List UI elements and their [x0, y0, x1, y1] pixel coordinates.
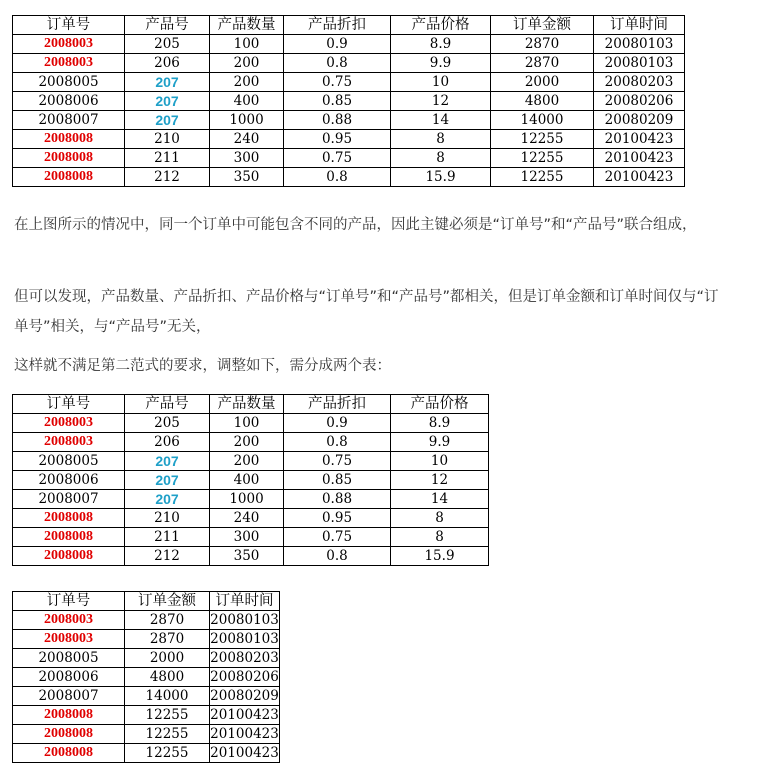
table-cell: 2008003	[13, 630, 125, 649]
paragraph-partial-dependency: 但可以发现，产品数量、产品折扣、产品价格与“订单号”和“产品号”都相关，但是订单金额和订单时间仅与“订单号”相关，与“产品号”无关，	[14, 289, 719, 335]
table-cell: 2008007	[13, 687, 125, 706]
table-cell: 210	[125, 509, 210, 528]
table-cell: 12255	[491, 130, 594, 149]
table-row	[13, 649, 280, 668]
table-cell: 14	[391, 111, 491, 130]
table-cell: 2008003	[13, 54, 125, 73]
table-row	[13, 611, 280, 630]
table-cell: 2008008	[13, 744, 125, 763]
table-cell: 206	[125, 433, 210, 452]
table-cell: 200	[210, 54, 284, 73]
table-cell: 14	[391, 490, 489, 509]
table-row	[13, 509, 489, 528]
table-cell: 2870	[125, 611, 210, 630]
table-cell: 8.9	[391, 35, 491, 54]
table-cell: 14000	[491, 111, 594, 130]
table-cell: 0.75	[284, 149, 391, 168]
table-cell: 20080209	[594, 111, 685, 130]
table-cell: 20080103	[594, 35, 685, 54]
table-cell: 20080103	[210, 631, 279, 647]
table-cell: 14000	[125, 687, 210, 706]
table-cell: 212	[125, 168, 210, 187]
header-row	[13, 16, 685, 35]
table-cell: 2870	[125, 630, 210, 649]
table-cell: 1000	[210, 490, 284, 509]
column-header: 订单时间	[210, 592, 280, 611]
table-cell: 20100423	[210, 707, 279, 723]
header-row	[13, 592, 280, 611]
table-cell: 10	[391, 452, 489, 471]
table-cell: 2008008	[13, 725, 125, 744]
table-cell: 350	[210, 168, 284, 187]
table-row	[13, 725, 280, 744]
column-header: 产品价格	[391, 395, 489, 414]
table-cell: 12255	[125, 744, 210, 763]
table-cell: 2008008	[13, 509, 125, 528]
table-row	[13, 547, 489, 566]
table-cell: 2008008	[13, 528, 125, 547]
table-cell: 207	[125, 73, 210, 92]
table-cell: 212	[125, 547, 210, 566]
table-cell: 8	[391, 149, 491, 168]
table-cell: 8	[391, 130, 491, 149]
table-cell: 20080206	[594, 92, 685, 111]
table-cell: 0.8	[284, 168, 391, 187]
table-cell: 4800	[125, 668, 210, 687]
table-row	[13, 414, 489, 433]
table-cell: 4800	[491, 92, 594, 111]
table-cell: 0.95	[284, 509, 391, 528]
table-cell: 2870	[491, 54, 594, 73]
table-row	[13, 471, 489, 490]
table-cell: 20100423	[210, 726, 279, 742]
table-cell: 2008003	[13, 35, 125, 54]
table-cell: 200	[210, 452, 284, 471]
table-cell: 2008003	[13, 611, 125, 630]
table-cell: 211	[125, 528, 210, 547]
table-cell: 2008006	[13, 471, 125, 490]
column-header: 订单时间	[594, 16, 685, 35]
column-header: 产品数量	[210, 16, 284, 35]
table-cell: 0.75	[284, 528, 391, 547]
table-cell: 2008005	[13, 73, 125, 92]
table-cell: 15.9	[391, 168, 491, 187]
table-cell: 0.8	[284, 54, 391, 73]
table-cell: 207	[125, 471, 210, 490]
table-cell: 2008008	[13, 130, 125, 149]
table-cell: 0.85	[284, 92, 391, 111]
table-cell: 10	[391, 73, 491, 92]
table-cell: 20100423	[594, 130, 685, 149]
column-header: 产品折扣	[284, 395, 391, 414]
table-cell: 400	[210, 471, 284, 490]
table-row	[13, 630, 280, 649]
table-row	[13, 111, 685, 130]
table-row	[13, 168, 685, 187]
table-cell: 2000	[125, 649, 210, 668]
table-cell: 2000	[491, 73, 594, 92]
table-row	[13, 490, 489, 509]
table-row	[13, 73, 685, 92]
table-cell: 2008006	[13, 668, 125, 687]
paragraph-composite-key: 在上图所示的情况中，同一个订单中可能包含不同的产品，因此主键必须是“订单号”和“产品号”联合组成，	[14, 217, 697, 233]
table-cell: 0.9	[284, 414, 391, 433]
table-row	[13, 687, 280, 706]
table-cell: 9.9	[391, 433, 489, 452]
table-cell: 240	[210, 130, 284, 149]
table-cell: 207	[125, 452, 210, 471]
column-header: 产品数量	[210, 395, 284, 414]
table-cell: 20080209	[210, 688, 279, 704]
table-cell: 2008005	[13, 649, 125, 668]
table-row	[13, 149, 685, 168]
table-row	[13, 54, 685, 73]
table-cell: 350	[210, 547, 284, 566]
table-cell: 20100423	[594, 149, 685, 168]
table-cell: 200	[210, 433, 284, 452]
table-cell: 207	[125, 490, 210, 509]
table-cell: 206	[125, 54, 210, 73]
table-cell: 2008008	[13, 547, 125, 566]
table-cell: 12255	[491, 149, 594, 168]
table-cell: 1000	[210, 111, 284, 130]
table-cell: 0.75	[284, 73, 391, 92]
table-cell: 300	[210, 149, 284, 168]
table-cell: 0.8	[284, 547, 391, 566]
table-row	[13, 668, 280, 687]
table-cell: 20100423	[594, 168, 685, 187]
table-row	[13, 528, 489, 547]
table-cell: 2008003	[13, 433, 125, 452]
table-cell: 20080203	[210, 650, 279, 666]
order-table	[12, 591, 280, 763]
table-cell: 20080103	[594, 54, 685, 73]
table-cell: 211	[125, 149, 210, 168]
table-cell: 200	[210, 73, 284, 92]
table-cell: 205	[125, 35, 210, 54]
table-cell: 0.95	[284, 130, 391, 149]
table-row	[13, 433, 489, 452]
table-cell: 300	[210, 528, 284, 547]
table-cell: 2870	[491, 35, 594, 54]
table-cell: 0.88	[284, 490, 391, 509]
table-cell: 8	[391, 509, 489, 528]
column-header: 订单号	[13, 16, 125, 35]
paragraph-split-tables: 这样就不满足第二范式的要求，调整如下，需分成两个表：	[14, 358, 391, 374]
table-cell: 20080103	[210, 612, 279, 628]
table-row	[13, 744, 280, 763]
table-cell: 400	[210, 92, 284, 111]
table-cell: 0.85	[284, 471, 391, 490]
table-cell: 12	[391, 92, 491, 111]
table-cell: 2008003	[13, 414, 125, 433]
column-header: 订单金额	[491, 16, 594, 35]
order-product-table	[12, 15, 685, 187]
table-cell: 0.75	[284, 452, 391, 471]
table-cell: 205	[125, 414, 210, 433]
table-row	[13, 92, 685, 111]
table-row	[13, 706, 280, 725]
table-cell: 8	[391, 528, 489, 547]
column-header: 订单号	[13, 395, 125, 414]
table-cell: 12	[391, 471, 489, 490]
table-cell: 15.9	[391, 547, 489, 566]
table-cell: 20080203	[594, 73, 685, 92]
table-row	[13, 452, 489, 471]
table-cell: 0.88	[284, 111, 391, 130]
column-header: 产品号	[125, 395, 210, 414]
column-header: 订单金额	[125, 592, 210, 611]
table-cell: 2008006	[13, 92, 125, 111]
table-cell: 0.8	[284, 433, 391, 452]
column-header: 产品价格	[391, 16, 491, 35]
order-product-detail-table	[12, 394, 489, 566]
table-cell: 210	[125, 130, 210, 149]
table-cell: 12255	[125, 706, 210, 725]
table-cell: 2008007	[13, 111, 125, 130]
table-cell: 2008007	[13, 490, 125, 509]
table-cell: 12255	[491, 168, 594, 187]
table-row	[13, 35, 685, 54]
table-cell: 100	[210, 35, 284, 54]
table-cell: 20080206	[210, 669, 279, 685]
table-cell: 20100423	[210, 745, 279, 761]
table-cell: 2008008	[13, 168, 125, 187]
column-header: 产品号	[125, 16, 210, 35]
column-header: 订单号	[13, 592, 125, 611]
table-cell: 12255	[125, 725, 210, 744]
column-header: 产品折扣	[284, 16, 391, 35]
table-cell: 2008008	[13, 706, 125, 725]
table-cell: 207	[125, 92, 210, 111]
table-cell: 240	[210, 509, 284, 528]
table-row	[13, 130, 685, 149]
table-cell: 100	[210, 414, 284, 433]
table-cell: 2008005	[13, 452, 125, 471]
table-cell: 2008008	[13, 149, 125, 168]
table-cell: 207	[125, 111, 210, 130]
table-cell: 0.9	[284, 35, 391, 54]
table-cell: 9.9	[391, 54, 491, 73]
header-row	[13, 395, 489, 414]
table-cell: 8.9	[391, 414, 489, 433]
